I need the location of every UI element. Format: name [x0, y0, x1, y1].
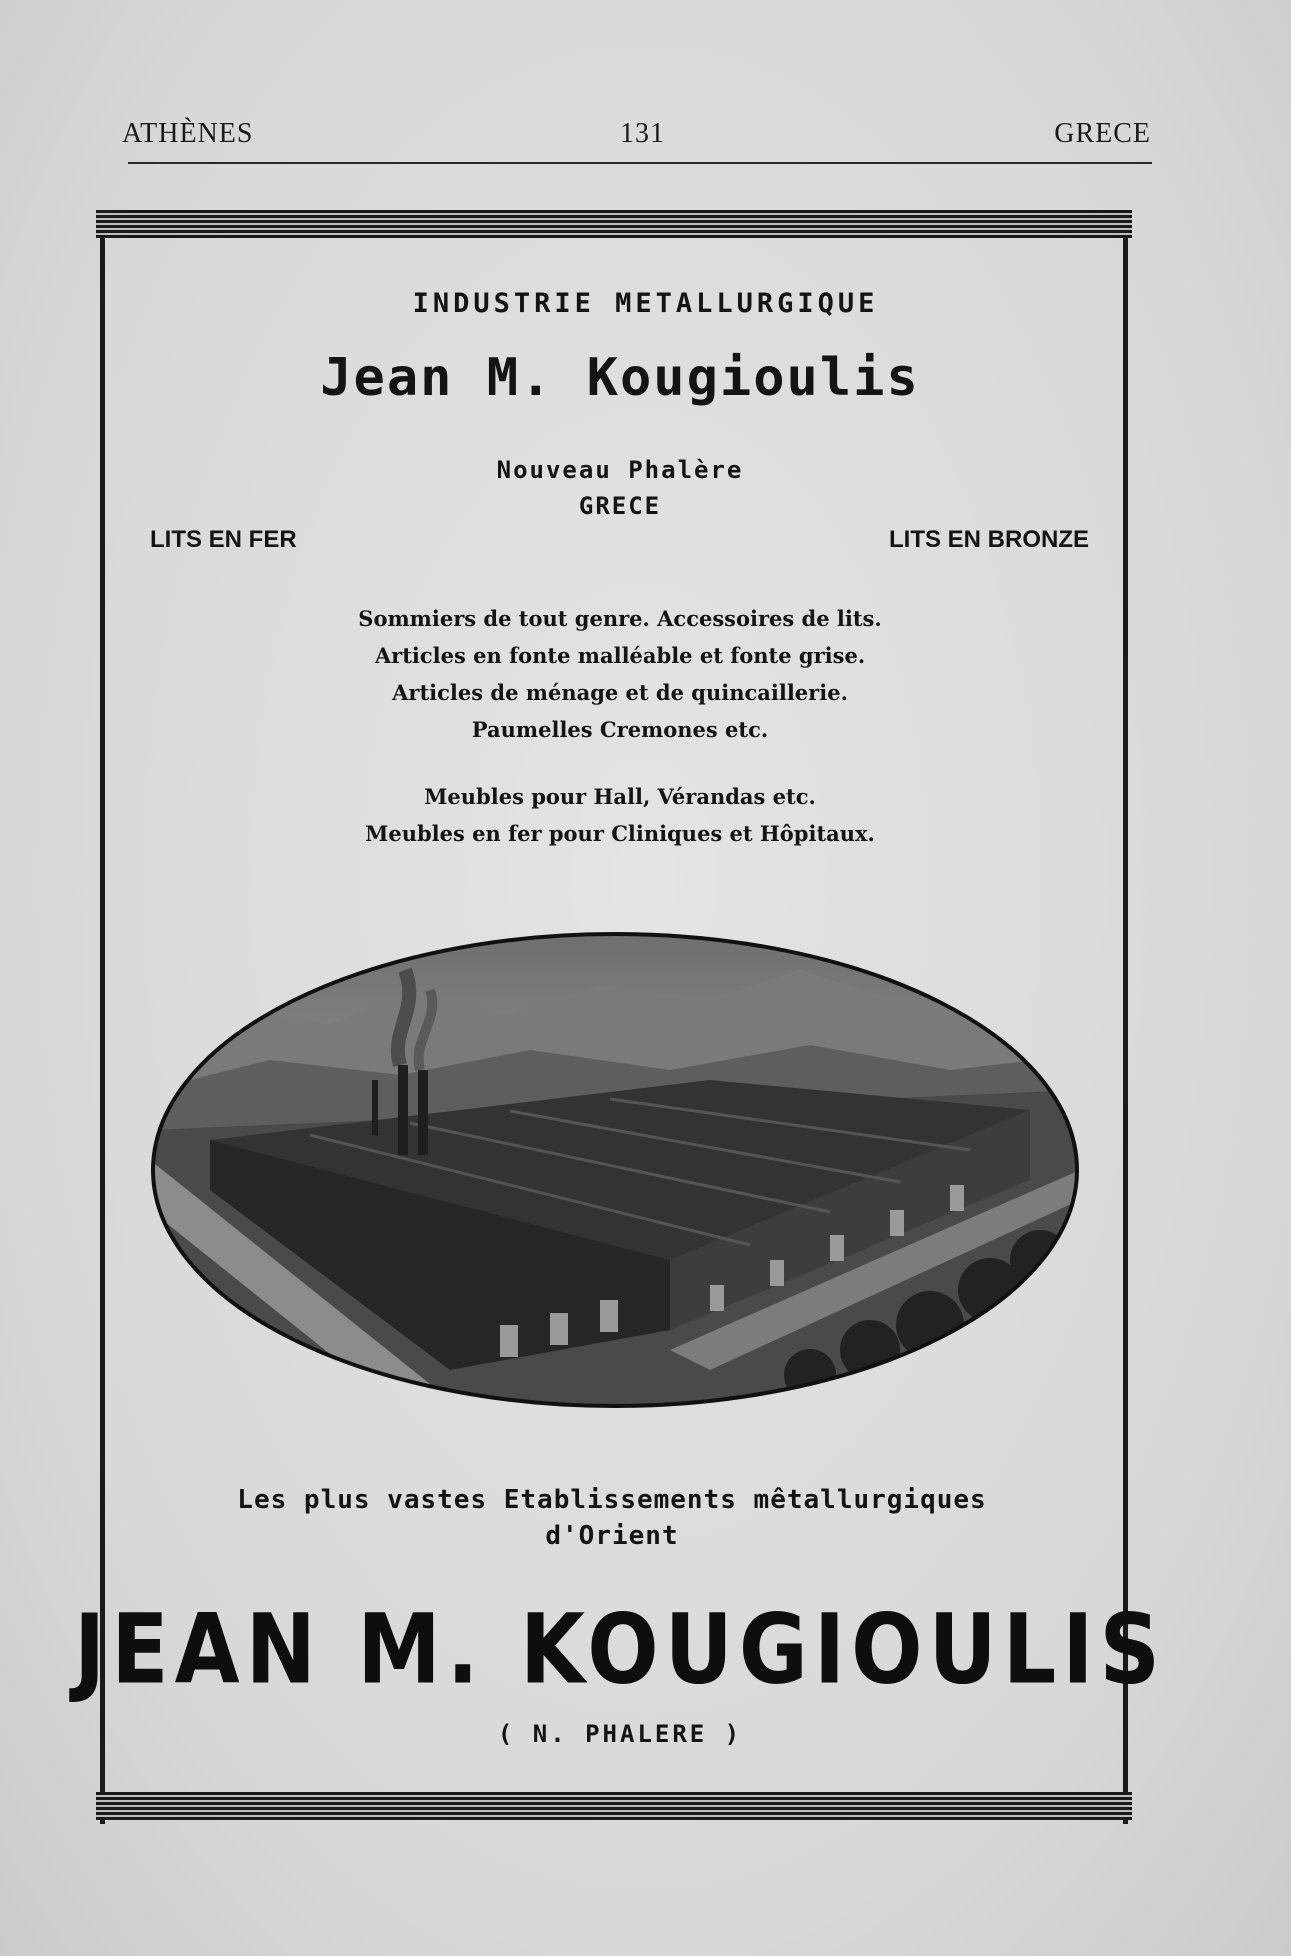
- industry-title: INDUSTRIE METALLURGIQUE: [412, 288, 879, 319]
- product-line: Articles en fonte malléable et fonte grise.: [374, 643, 866, 668]
- furniture-list: [0, 778, 1240, 852]
- left-label: LITS EN FER: [150, 526, 297, 553]
- header-rule: [128, 162, 1152, 164]
- running-header: [122, 118, 1151, 158]
- slogan: [134, 1482, 1090, 1554]
- header-city: ATHÈNES: [122, 118, 254, 149]
- location-line2: GRECE: [578, 492, 662, 520]
- company-name: Jean M. Kougioulis: [320, 348, 920, 408]
- slogan-line2: d'Orient: [545, 1521, 679, 1551]
- bottom-border-band: [96, 1792, 1132, 1820]
- furniture-line: Meubles pour Hall, Vérandas etc.: [424, 784, 816, 809]
- furniture-line: Meubles en fer pour Cliniques et Hôpitaux.: [365, 821, 875, 846]
- page-number: 131: [620, 118, 665, 149]
- brand-wordmark: JEAN M. KOUGIOULIS: [74, 1592, 1166, 1706]
- slogan-line1: Les plus vastes Etablissements mêtallurgiques: [237, 1485, 987, 1515]
- header-country: GRECE: [1054, 118, 1151, 149]
- product-line: Sommiers de tout genre. Accessoires de lits.: [358, 606, 882, 631]
- factory-illustration: [150, 930, 1080, 1410]
- right-label: LITS EN BRONZE: [888, 526, 1089, 553]
- location-line1: Nouveau Phalère: [496, 456, 744, 484]
- brand-location: ( N. PHALERE ): [497, 1720, 743, 1748]
- product-line: Paumelles Cremones etc.: [471, 717, 769, 742]
- product-list: [0, 600, 1240, 748]
- top-border-band: [96, 210, 1132, 238]
- product-line: Articles de ménage et de quincaillerie.: [392, 680, 848, 705]
